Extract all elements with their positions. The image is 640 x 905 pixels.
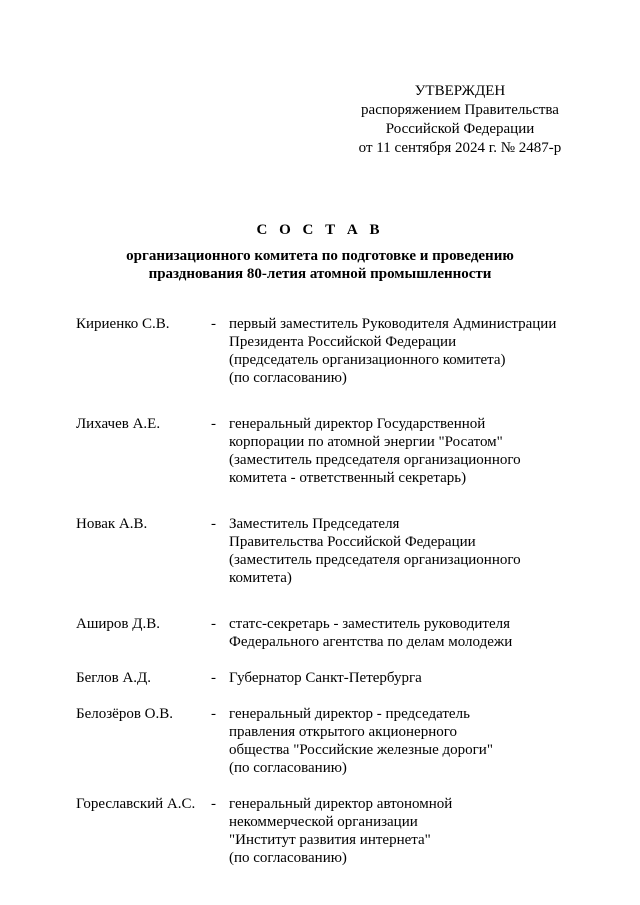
member-name: Белозёров О.В.	[76, 706, 174, 722]
member-row	[76, 315, 596, 387]
member-role	[229, 795, 596, 867]
member-dash: -	[211, 516, 216, 532]
member-role-line: статс-секретарь - заместитель руководителя	[229, 616, 511, 632]
member-row	[76, 515, 596, 587]
member-role-line: генеральный директор автономной	[229, 796, 453, 812]
member-role-line: Президента Российской Федерации	[229, 334, 457, 350]
approval-date-number: от 11 сентября 2024 г. № 2487-р	[358, 140, 562, 156]
member-name: Гореславский А.С.	[76, 796, 196, 812]
member-role-line: корпорации по атомной энергии "Росатом"	[229, 434, 503, 450]
approval-block	[340, 82, 580, 158]
member-role-line: "Институт развития интернета"	[229, 832, 431, 848]
member-role-line: генеральный директор - председатель	[229, 706, 470, 722]
member-dash: -	[211, 706, 216, 722]
member-dash: -	[211, 416, 216, 432]
member-role-line: (заместитель председателя организационного	[229, 552, 521, 568]
member-name: Аширов Д.В.	[76, 616, 160, 632]
subtitle-line: празднования 80-летия атомной промышленности	[148, 266, 492, 282]
member-role	[229, 669, 596, 687]
member-role-line: Губернатор Санкт-Петербурга	[229, 670, 422, 686]
member-role-line: (заместитель председателя организационного	[229, 452, 521, 468]
member-role-line: Правительства Российской Федерации	[229, 534, 476, 550]
member-role-line: комитета)	[229, 570, 292, 586]
member-dash: -	[211, 616, 216, 632]
member-dash: -	[211, 670, 216, 686]
member-role-line: (по согласованию)	[229, 370, 347, 386]
member-name: Кириенко С.В.	[76, 316, 170, 332]
member-role-line: некоммерческой организации	[229, 814, 418, 830]
member-row	[76, 415, 596, 487]
member-role-line: правления открытого акционерного	[229, 724, 458, 740]
member-role-line: Заместитель Председателя	[229, 516, 400, 532]
member-role	[229, 615, 596, 651]
member-role	[229, 515, 596, 587]
member-name: Лихачев А.Е.	[76, 416, 161, 432]
document-subtitle	[0, 247, 640, 283]
member-role-line: Федерального агентства по делам молодежи	[229, 634, 513, 650]
member-row	[76, 615, 596, 651]
approval-heading: УТВЕРЖДЕН	[414, 83, 506, 99]
member-role-line: комитета - ответственный секретарь)	[229, 470, 467, 486]
subtitle-line: организационного комитета по подготовке и проведению	[126, 248, 514, 264]
document-title: С О С Т А В	[256, 222, 384, 238]
approval-line: распоряжением Правительства	[361, 102, 559, 118]
member-row	[76, 795, 596, 867]
approval-line: Российской Федерации	[385, 121, 535, 137]
member-role	[229, 415, 596, 487]
member-role-line: (по согласованию)	[229, 850, 347, 866]
member-role-line: (по согласованию)	[229, 760, 347, 776]
member-role-line: общества "Российские железные дороги"	[229, 742, 493, 758]
member-dash: -	[211, 796, 216, 812]
member-name: Беглов А.Д.	[76, 670, 152, 686]
member-row	[76, 705, 596, 777]
member-role-line: генеральный директор Государственной	[229, 416, 486, 432]
member-list	[76, 315, 596, 867]
member-dash: -	[211, 316, 216, 332]
member-role	[229, 315, 596, 387]
member-row	[76, 669, 596, 687]
member-role-line: первый заместитель Руководителя Администрации	[229, 316, 557, 332]
member-name: Новак А.В.	[76, 516, 148, 532]
member-role	[229, 705, 596, 777]
member-role-line: (председатель организационного комитета)	[229, 352, 506, 368]
